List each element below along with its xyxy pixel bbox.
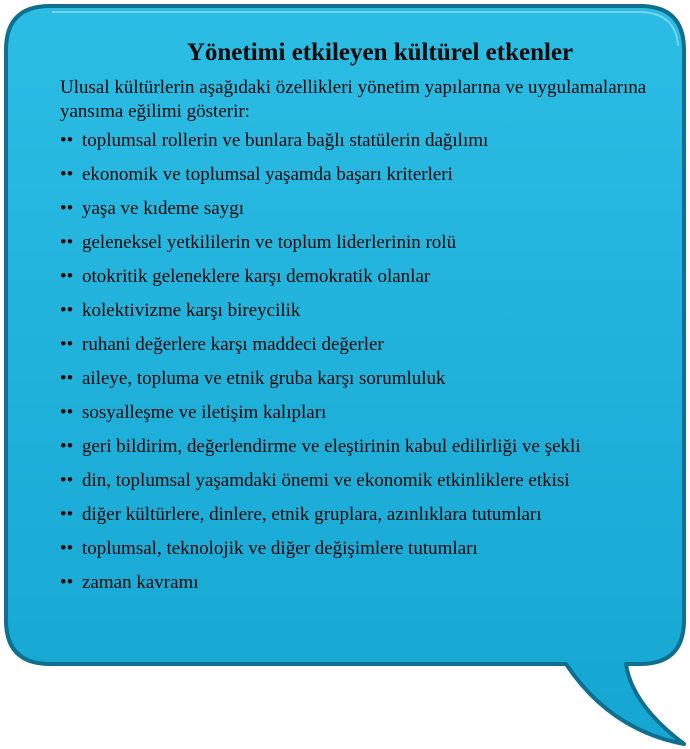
list-item-text: diğer kültürlere, dinlere, etnik gruplara, azınlıklara tutumları [82, 504, 542, 525]
bullet-icon: •• [60, 402, 74, 423]
bullet-icon: •• [60, 572, 74, 593]
list-item-text: geleneksel yetkililerin ve toplum liderlerinin rolü [82, 232, 457, 253]
bubble-content [60, 38, 660, 605]
list-item [60, 163, 660, 197]
list-item-text: otokritik geleneklere karşı demokratik olanlar [82, 266, 431, 287]
list-item-text: sosyalleşme ve iletişim kalıpları [82, 402, 327, 423]
list-item [60, 435, 660, 469]
list-item [60, 197, 660, 231]
bubble-title: Yönetimi etkileyen kültürel etkenler [186, 39, 574, 66]
bullet-icon: •• [60, 130, 74, 151]
list-item [60, 231, 660, 265]
intro-text: Ulusal kültürlerin aşağıdaki özellikleri yönetim yapılarına ve uygulamalarına yansıma eğilimi gösterir: [60, 77, 647, 122]
list-item [60, 503, 660, 537]
bullet-icon: •• [60, 504, 74, 525]
list-item-text: aileye, topluma ve etnik gruba karşı sorumluluk [82, 368, 446, 389]
list-item [60, 299, 660, 333]
bullet-icon: •• [60, 232, 74, 253]
list-item-text: din, toplumsal yaşamdaki önemi ve ekonomik etkinliklere etkisi [82, 470, 570, 491]
bullet-icon: •• [60, 436, 74, 457]
list-item-text: toplumsal rollerin ve bunlara bağlı statülerin dağılımı [82, 130, 489, 151]
list-item [60, 129, 660, 163]
bullet-icon: •• [60, 266, 74, 287]
list-item [60, 367, 660, 401]
bullet-icon: •• [60, 368, 74, 389]
list-item-text: kolektivizme karşı bireycilik [82, 300, 301, 321]
bullet-icon: •• [60, 198, 74, 219]
list-item-text: ruhani değerlere karşı maddeci değerler [82, 334, 384, 355]
bullet-icon: •• [60, 334, 74, 355]
list-item-text: zaman kavramı [82, 572, 199, 593]
list-item [60, 333, 660, 367]
list-item [60, 571, 660, 605]
list-item-text: ekonomik ve toplumsal yaşamda başarı kriterleri [82, 164, 453, 185]
bullet-icon: •• [60, 164, 74, 185]
list-item-text: yaşa ve kıdeme saygı [82, 198, 244, 219]
bullet-icon: •• [60, 470, 74, 491]
factor-list [60, 129, 660, 605]
list-item-text: geri bildirim, değerlendirme ve eleştirinin kabul edilirliği ve şekli [82, 436, 581, 457]
list-item-text: toplumsal, teknolojik ve diğer değişimlere tutumları [82, 538, 478, 559]
list-item [60, 401, 660, 435]
list-item [60, 265, 660, 299]
bullet-icon: •• [60, 300, 74, 321]
list-item [60, 537, 660, 571]
bullet-icon: •• [60, 538, 74, 559]
list-item [60, 469, 660, 503]
